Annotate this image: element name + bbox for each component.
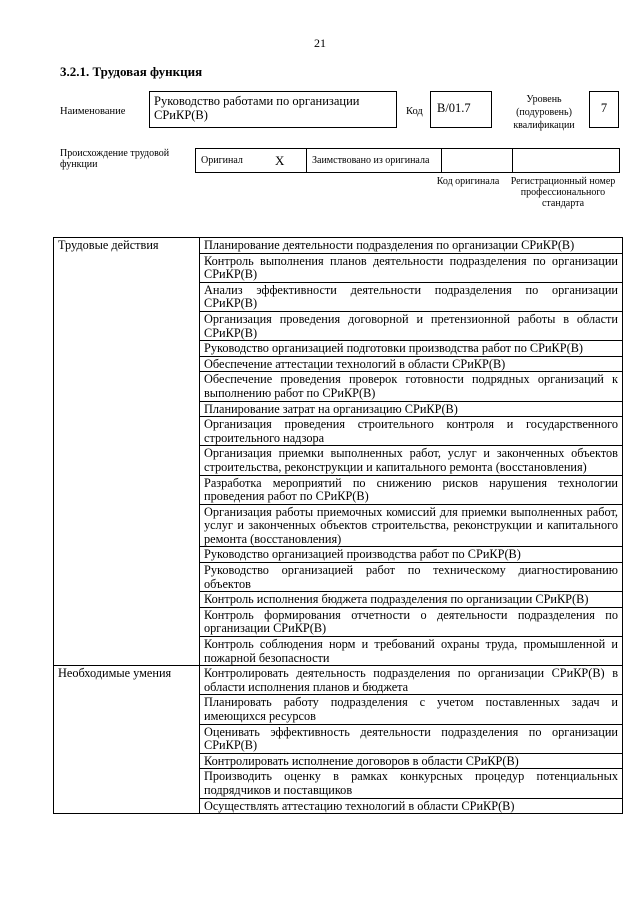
table-cell: Руководство организацией подготовки производства работ по СРиКР(В) (200, 341, 623, 357)
original-label: Оригинал (196, 149, 271, 173)
table-cell: Обеспечение проведения проверок готовности подрядных организаций к выполнению работ по СРиКР(В) (200, 372, 623, 401)
table-cell: Осуществлять аттестацию технологий в области СРиКР(В) (200, 798, 623, 814)
table-cell: Контроль соблюдения норм и требований охраны труда, промышленной и пожарной безопасности (200, 637, 623, 666)
table-cell: Контроль выполнения планов деятельности подразделения по организации СРиКР(В) (200, 253, 623, 282)
level-label: Уровень (подуровень) квалификации (513, 94, 575, 131)
table-row (54, 666, 623, 695)
table-cell: Организация проведения строительного контроля и государственного строительного надзора (200, 417, 623, 446)
original-mark: X (270, 149, 307, 173)
function-table (53, 237, 623, 814)
table-cell: Руководство организацией работ по техническому диагностированию объектов (200, 563, 623, 592)
table-cell: Производить оценку в рамках конкурсных процедур потенциальных подрядчиков и поставщиков (200, 769, 623, 798)
function-code-field: B/01.7 (430, 91, 492, 128)
table-row (54, 238, 623, 254)
table-cell: Организация проведения договорной и претензионной работы в области СРиКР(В) (200, 311, 623, 340)
table-cell: Оценивать эффективность деятельности подразделения по организации СРиКР(В) (200, 724, 623, 753)
section-name: Трудовые действия (54, 238, 200, 666)
table-cell: Контролировать исполнение договоров в области СРиКР(В) (200, 753, 623, 769)
table-cell: Контроль формирования отчетности о деятельности подразделения по организации СРиКР(В) (200, 607, 623, 636)
registration-number-cell (513, 149, 620, 173)
original-code-cell (442, 149, 513, 173)
table-cell: Руководство организацией производства работ по СРиКР(В) (200, 547, 623, 563)
table-cell: Обеспечение аттестации технологий в области СРиКР(В) (200, 356, 623, 372)
table-cell: Контролировать деятельность подразделения по организации СРиКР(В) в области исполнения планов и бюджета (200, 666, 623, 695)
function-name-field: Руководство работами по организации СРиКР(В) (149, 91, 397, 128)
level-value-field: 7 (589, 91, 619, 128)
table-cell: Планирование деятельности подразделения по организации СРиКР(В) (200, 238, 623, 254)
name-label: Наименование (60, 106, 126, 117)
table-cell: Организация приемки выполненных работ, услуг и законченных объектов строительства, реконструкции и капитального ремонта (восстановления) (200, 446, 623, 475)
table-cell: Организация работы приемочных комиссий для приемки выполненных работ, услуг и законченных объектов строительства, реконструкции и капитального ремонта (восстановления) (200, 504, 623, 547)
table-cell: Планировать работу подразделения с учетом поставленных задач и имеющихся ресурсов (200, 695, 623, 724)
origin-table (195, 148, 620, 173)
section-name: Необходимые умения (54, 666, 200, 814)
borrowed-label: Заимствовано из оригинала (307, 149, 442, 173)
section-title: 3.2.1. Трудовая функция (60, 64, 203, 79)
code-label: Код (406, 106, 423, 117)
original-code-caption: Код оригинала (436, 176, 500, 187)
table-cell: Планирование затрат на организацию СРиКР(В) (200, 401, 623, 417)
origin-label: Происхождение трудовой функции (60, 148, 170, 170)
table-cell: Разработка мероприятий по снижению рисков нарушения технологии проведения работ по СРиКР(В) (200, 475, 623, 504)
table-cell: Контроль исполнения бюджета подразделения по организации СРиКР(В) (200, 592, 623, 608)
registration-number-caption: Регистрационный номер профессионального стандарта (510, 176, 616, 209)
table-cell: Анализ эффективности деятельности подразделения по организации СРиКР(В) (200, 282, 623, 311)
page-number: 21 (314, 36, 326, 50)
